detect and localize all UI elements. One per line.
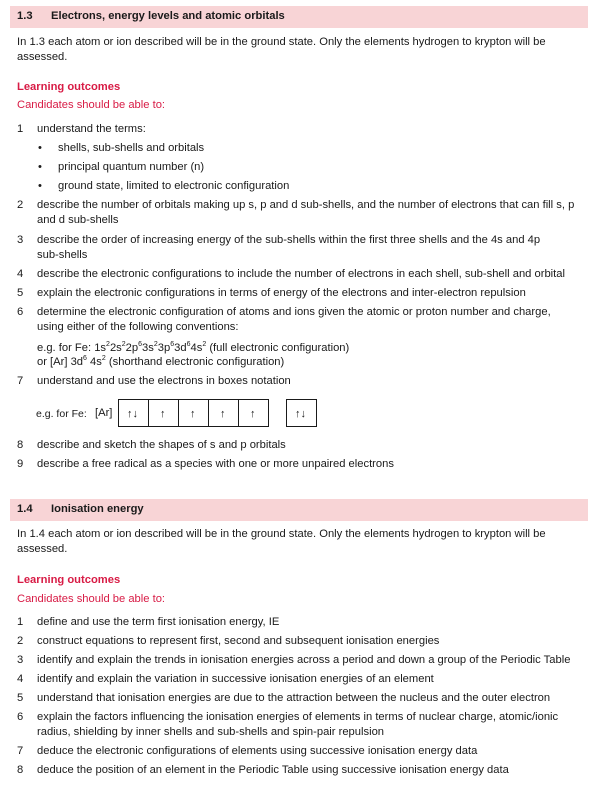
item-text: describe the order of increasing energy of the sub-shells within the first three shells and the 4s and 4p (37, 234, 541, 246)
item-text-cont: and d sub-shells (37, 214, 119, 226)
item-number: 5 (17, 287, 24, 299)
electron-arrow-icon: ↑ (190, 408, 196, 420)
item-number: 3 (17, 654, 24, 666)
section-14-candidates: Candidates should be able to: (17, 593, 166, 605)
item-text-cont: radius, shielding by inner shells and sub-shells and spin-pair repulsion (37, 726, 385, 738)
item-text-cont: using either of the following conventions: (37, 321, 239, 333)
item-number: 4 (17, 268, 24, 280)
electron-arrow-icon: ↑ (250, 408, 256, 420)
example-full-suffix: (full electronic configuration) (206, 342, 350, 354)
item-number: 2 (17, 199, 24, 211)
item-text: identify and explain the variation in successive ionisation energies of an element (37, 673, 434, 685)
orbital-box (238, 399, 269, 427)
item-text: explain the factors influencing the ionisation energies of elements in terms of nuclear charge, atomic/ionic (37, 711, 559, 723)
section-13-title: Electrons, energy levels and atomic orbitals (51, 10, 285, 22)
section-13-header (10, 6, 588, 28)
syllabus-page: 1.3 Electrons, energy levels and atomic orbitals In 1.3 each atom or ion described will be in the ground state. Only the elements hydrogen to krypton will be assessed. Learning outcomes Candidates should be able to: 1 understand the terms: • shells, sub-shells and orbitals • principal quantum number (n) • ground state, limited to electronic configuration 2 describe the number of orbitals making up s, p and d sub-shells, and the number of electrons that can fill s, p and d sub-shells 3 describe the order of increasing energy of the sub-shells within the first three shells and the 4s and 4p sub-shells 4 describe the electronic configurations to include the number of electrons in each shell, sub-shell and orbital 5 explain the electronic configurations in terms of energy of the electrons and inter-electron repulsion 6 determine the electronic configuration of atoms and ions given the atomic or proton number and charge, using either of the following conventions: e.g. for Fe: $1s^22s^22p^63s^23p^63d^64s^2$ (full electronic configuration) or [Ar] $3d^6$ $4s^2$ (shorthand electronic configuration) 7 understand and use the electrons in boxes notation e.g. for Fe: [Ar] ↑↓ ↑ ↑ ↑ ↑ ↑↓ 8 describe and sketch the shapes of s and p orbitals 9 describe a free radical as a species with one or more unpaired electrons 1.4 Ionisation energy In 1.4 each atom or ion described will be in the ground state. Only the elements hydrogen to krypton will be assessed. Learning outcomes Candidates should be able to: 1 define and use the term first ionisation energy, IE 2 construct equations to represent first, second and subsequent ionisation energies 3 identify and explain the trends in ionisation energies across a period and down a group of the Periodic Table 4 identify and explain the variation in successive ionisation energies of an element 5 understand that ionisation energies are due to the attraction between the nucleus and the outer electron 6 explain the factors influencing the ionisation energies of elements in terms of nuclear charge, atomic/ionic radius, shielding by inner shells and sub-shells and spin-pair repulsion 7 deduce the electronic configurations of elements using successive ionisation energy data 8 deduce the position of an element in the Periodic Table using successive ionisation energy data (0, 0, 595, 791)
section-14-intro-line1: In 1.4 each atom or ion described will be in the ground state. Only the elements hydrogen to krypton will be (17, 528, 546, 540)
item-number: 7 (17, 375, 24, 387)
orbital-box (208, 399, 239, 427)
item-number: 3 (17, 234, 24, 246)
electron-arrow-icon: ↑ (220, 408, 226, 420)
orbital-box (148, 399, 179, 427)
item-number: 2 (17, 635, 24, 647)
example-short-suffix: (shorthand electronic configuration) (105, 356, 285, 368)
bullet-icon: • (38, 180, 42, 192)
section-13-outcomes-heading: Learning outcomes (17, 81, 121, 93)
item-text: understand that ionisation energies are due to the attraction between the nucleus and the outer electron (37, 692, 551, 704)
section-14-intro-line2: assessed. (17, 543, 68, 555)
item-number: 4 (17, 673, 24, 685)
item-number: 6 (17, 711, 24, 723)
item-number: 1 (17, 123, 24, 135)
example-short-prefix: or [Ar] 3d (37, 356, 84, 368)
item-text-cont: sub-shells (37, 249, 88, 261)
section-14-outcomes-heading: Learning outcomes (17, 574, 121, 586)
item-text: explain the electronic configurations in terms of energy of the electrons and inter-electron repulsion (37, 287, 526, 299)
section-13-intro-line1: In 1.3 each atom or ion described will be in the ground state. Only the elements hydrogen to krypton will be (17, 36, 546, 48)
bullet-text: shells, sub-shells and orbitals (58, 142, 205, 154)
orbital-box (286, 399, 317, 427)
orbital-box (118, 399, 149, 427)
section-13-number: 1.3 (17, 10, 33, 22)
orbital-box (178, 399, 209, 427)
item-number: 6 (17, 306, 24, 318)
item-text: construct equations to represent first, second and subsequent ionisation energies (37, 635, 440, 647)
section-14-title: Ionisation energy (51, 503, 144, 515)
section-13-intro-line2: assessed. (17, 51, 68, 63)
item-number: 8 (17, 764, 24, 776)
item-text: describe and sketch the shapes of s and p orbitals (37, 439, 286, 451)
section-13-candidates: Candidates should be able to: (17, 99, 166, 111)
item-text: describe the number of orbitals making up s, p and d sub-shells, and the number of electrons that can fill s, p (37, 199, 575, 211)
item-number: 1 (17, 616, 24, 628)
bullet-icon: • (38, 161, 42, 173)
item-text: deduce the position of an element in the Periodic Table using successive ionisation energy data (37, 764, 509, 776)
bullet-text: principal quantum number (n) (58, 161, 205, 173)
item-text: describe the electronic configurations to include the number of electrons in each shell, sub-shell and orbital (37, 268, 565, 280)
boxes-core: [Ar] (95, 407, 113, 419)
item-text: understand the terms: (37, 123, 146, 135)
section-14-number: 1.4 (17, 503, 33, 515)
bullet-text: ground state, limited to electronic configuration (58, 180, 290, 192)
bullet-icon: • (38, 142, 42, 154)
item-text: deduce the electronic configurations of elements using successive ionisation energy data (37, 745, 478, 757)
item-number: 9 (17, 458, 24, 470)
item-text: understand and use the electrons in boxes notation (37, 375, 291, 387)
example-full-prefix: e.g. for Fe: 1s (37, 342, 107, 354)
electron-arrow-icon: ↑ (160, 408, 166, 420)
item-number: 7 (17, 745, 24, 757)
item-number: 5 (17, 692, 24, 704)
electron-arrow-icon: ↑↓ (295, 408, 306, 420)
section-14-header (10, 499, 588, 521)
item-text: describe a free radical as a species with one or more unpaired electrons (37, 458, 394, 470)
item-text: identify and explain the trends in ionisation energies across a period and down a group of the Periodic Table (37, 654, 571, 666)
electron-arrow-icon: ↑↓ (127, 408, 138, 420)
item-number: 8 (17, 439, 24, 451)
item-text: define and use the term first ionisation energy, IE (37, 616, 280, 628)
item-text: determine the electronic configuration of atoms and ions given the atomic or proton number and charge, (37, 306, 551, 318)
boxes-label: e.g. for Fe: (36, 408, 87, 420)
